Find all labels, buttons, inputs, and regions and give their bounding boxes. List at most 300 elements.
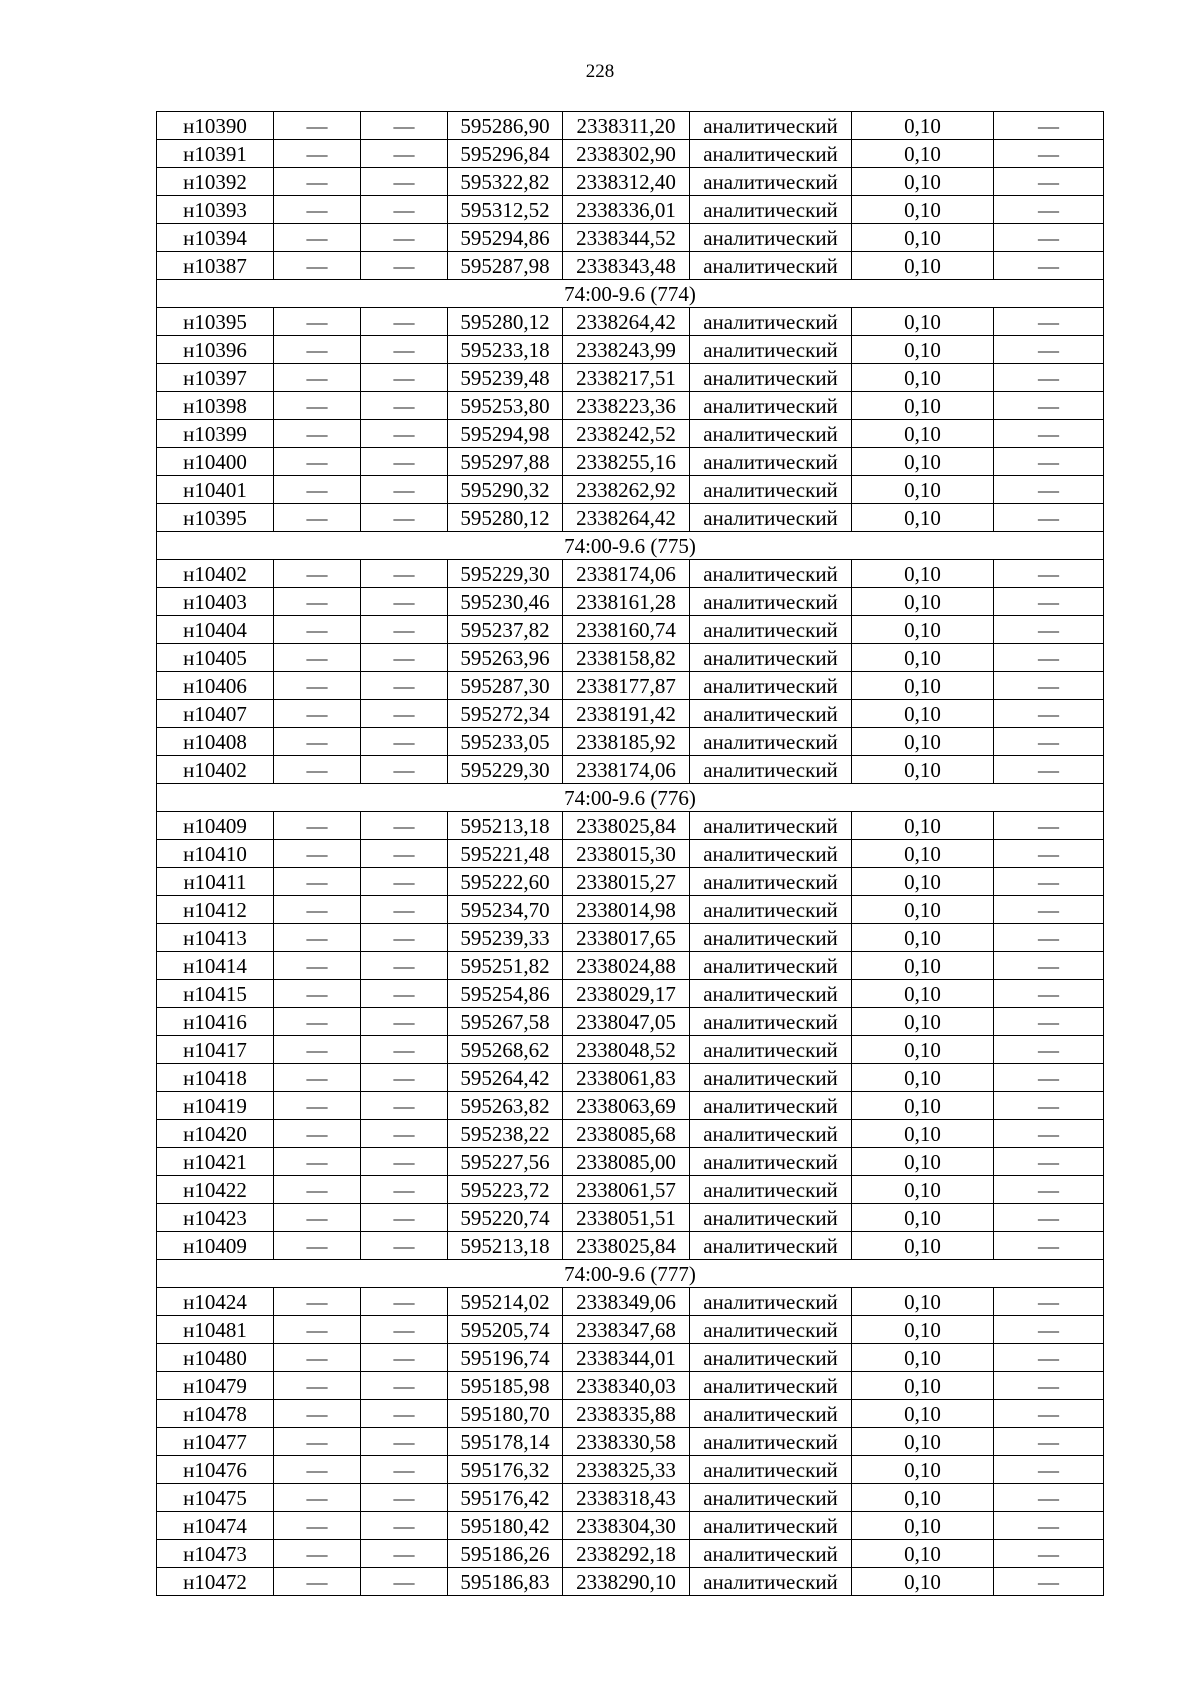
dash-cell-a: — (274, 420, 361, 448)
dash-cell-a: — (274, 700, 361, 728)
table-row (157, 224, 1104, 252)
dash-cell-d: — (994, 196, 1104, 224)
dash-cell-b: — (361, 1316, 448, 1344)
x-coordinate-cell: 595238,22 (448, 1120, 563, 1148)
x-coordinate-cell: 595227,56 (448, 1148, 563, 1176)
x-coordinate-cell: 595233,18 (448, 336, 563, 364)
dash-cell-b: — (361, 420, 448, 448)
accuracy-cell: 0,10 (852, 252, 994, 280)
method-cell: аналитический (690, 1512, 852, 1540)
dash-cell-b: — (361, 924, 448, 952)
dash-cell-b: — (361, 896, 448, 924)
point-id-cell: н10415 (157, 980, 274, 1008)
accuracy-cell: 0,10 (852, 1092, 994, 1120)
accuracy-cell: 0,10 (852, 1064, 994, 1092)
dash-cell-a: — (274, 1344, 361, 1372)
point-id-cell: н10400 (157, 448, 274, 476)
x-coordinate-cell: 595287,98 (448, 252, 563, 280)
y-coordinate-cell: 2338085,68 (563, 1120, 690, 1148)
dash-cell-b: — (361, 224, 448, 252)
point-id-cell: н10420 (157, 1120, 274, 1148)
y-coordinate-cell: 2338177,87 (563, 672, 690, 700)
point-id-cell: н10393 (157, 196, 274, 224)
dash-cell-b: — (361, 364, 448, 392)
y-coordinate-cell: 2338161,28 (563, 588, 690, 616)
x-coordinate-cell: 595263,82 (448, 1092, 563, 1120)
method-cell: аналитический (690, 700, 852, 728)
dash-cell-d: — (994, 728, 1104, 756)
dash-cell-a: — (274, 1092, 361, 1120)
dash-cell-a: — (274, 392, 361, 420)
dash-cell-a: — (274, 140, 361, 168)
section-title: 74:00-9.6 (774) (157, 280, 1104, 308)
y-coordinate-cell: 2338347,68 (563, 1316, 690, 1344)
method-cell: аналитический (690, 1176, 852, 1204)
point-id-cell: н10409 (157, 1232, 274, 1260)
method-cell: аналитический (690, 1540, 852, 1568)
dash-cell-b: — (361, 588, 448, 616)
dash-cell-d: — (994, 588, 1104, 616)
method-cell: аналитический (690, 1232, 852, 1260)
accuracy-cell: 0,10 (852, 700, 994, 728)
dash-cell-d: — (994, 672, 1104, 700)
point-id-cell: н10402 (157, 756, 274, 784)
accuracy-cell: 0,10 (852, 336, 994, 364)
table-row (157, 168, 1104, 196)
accuracy-cell: 0,10 (852, 924, 994, 952)
x-coordinate-cell: 595280,12 (448, 504, 563, 532)
dash-cell-d: — (994, 1288, 1104, 1316)
dash-cell-d: — (994, 448, 1104, 476)
point-id-cell: н10406 (157, 672, 274, 700)
y-coordinate-cell: 2338017,65 (563, 924, 690, 952)
table-row (157, 1344, 1104, 1372)
method-cell: аналитический (690, 1568, 852, 1596)
y-coordinate-cell: 2338242,52 (563, 420, 690, 448)
accuracy-cell: 0,10 (852, 1456, 994, 1484)
dash-cell-b: — (361, 1400, 448, 1428)
method-cell: аналитический (690, 1008, 852, 1036)
table-row (157, 1120, 1104, 1148)
method-cell: аналитический (690, 252, 852, 280)
dash-cell-a: — (274, 448, 361, 476)
x-coordinate-cell: 595322,82 (448, 168, 563, 196)
x-coordinate-cell: 595239,33 (448, 924, 563, 952)
dash-cell-a: — (274, 504, 361, 532)
method-cell: аналитический (690, 924, 852, 952)
table-row (157, 392, 1104, 420)
table-row (157, 1428, 1104, 1456)
dash-cell-a: — (274, 924, 361, 952)
x-coordinate-cell: 595180,70 (448, 1400, 563, 1428)
point-id-cell: н10410 (157, 840, 274, 868)
table-row (157, 924, 1104, 952)
dash-cell-a: — (274, 1456, 361, 1484)
dash-cell-d: — (994, 308, 1104, 336)
dash-cell-d: — (994, 1204, 1104, 1232)
dash-cell-d: — (994, 1008, 1104, 1036)
dash-cell-b: — (361, 1288, 448, 1316)
dash-cell-d: — (994, 812, 1104, 840)
dash-cell-a: — (274, 1484, 361, 1512)
dash-cell-a: — (274, 476, 361, 504)
x-coordinate-cell: 595220,74 (448, 1204, 563, 1232)
method-cell: аналитический (690, 1344, 852, 1372)
dash-cell-b: — (361, 1540, 448, 1568)
method-cell: аналитический (690, 476, 852, 504)
accuracy-cell: 0,10 (852, 1344, 994, 1372)
dash-cell-d: — (994, 392, 1104, 420)
dash-cell-a: — (274, 112, 361, 140)
x-coordinate-cell: 595233,05 (448, 728, 563, 756)
table-row (157, 252, 1104, 280)
table-row (157, 588, 1104, 616)
method-cell: аналитический (690, 504, 852, 532)
dash-cell-d: — (994, 476, 1104, 504)
accuracy-cell: 0,10 (852, 560, 994, 588)
point-id-cell: н10481 (157, 1316, 274, 1344)
table-row (157, 140, 1104, 168)
x-coordinate-cell: 595176,32 (448, 1456, 563, 1484)
dash-cell-a: — (274, 1204, 361, 1232)
table-row (157, 504, 1104, 532)
table-row (157, 700, 1104, 728)
section-header-row (157, 784, 1104, 812)
dash-cell-d: — (994, 616, 1104, 644)
x-coordinate-cell: 595254,86 (448, 980, 563, 1008)
method-cell: аналитический (690, 952, 852, 980)
dash-cell-d: — (994, 700, 1104, 728)
x-coordinate-cell: 595237,82 (448, 616, 563, 644)
point-id-cell: н10408 (157, 728, 274, 756)
x-coordinate-cell: 595267,58 (448, 1008, 563, 1036)
table-row (157, 644, 1104, 672)
dash-cell-a: — (274, 588, 361, 616)
method-cell: аналитический (690, 1428, 852, 1456)
x-coordinate-cell: 595312,52 (448, 196, 563, 224)
y-coordinate-cell: 2338047,05 (563, 1008, 690, 1036)
dash-cell-a: — (274, 1120, 361, 1148)
accuracy-cell: 0,10 (852, 1316, 994, 1344)
section-title: 74:00-9.6 (776) (157, 784, 1104, 812)
y-coordinate-cell: 2338336,01 (563, 196, 690, 224)
y-coordinate-cell: 2338025,84 (563, 1232, 690, 1260)
y-coordinate-cell: 2338311,20 (563, 112, 690, 140)
x-coordinate-cell: 595229,30 (448, 560, 563, 588)
dash-cell-d: — (994, 1036, 1104, 1064)
y-coordinate-cell: 2338191,42 (563, 700, 690, 728)
table-row (157, 1512, 1104, 1540)
accuracy-cell: 0,10 (852, 1176, 994, 1204)
accuracy-cell: 0,10 (852, 364, 994, 392)
dash-cell-b: — (361, 812, 448, 840)
dash-cell-a: — (274, 308, 361, 336)
dash-cell-d: — (994, 252, 1104, 280)
x-coordinate-cell: 595221,48 (448, 840, 563, 868)
dash-cell-b: — (361, 448, 448, 476)
dash-cell-a: — (274, 1540, 361, 1568)
dash-cell-b: — (361, 700, 448, 728)
point-id-cell: н10416 (157, 1008, 274, 1036)
accuracy-cell: 0,10 (852, 1232, 994, 1260)
x-coordinate-cell: 595251,82 (448, 952, 563, 980)
point-id-cell: н10474 (157, 1512, 274, 1540)
dash-cell-b: — (361, 168, 448, 196)
point-id-cell: н10390 (157, 112, 274, 140)
dash-cell-a: — (274, 728, 361, 756)
accuracy-cell: 0,10 (852, 812, 994, 840)
dash-cell-a: — (274, 756, 361, 784)
accuracy-cell: 0,10 (852, 1512, 994, 1540)
point-id-cell: н10479 (157, 1372, 274, 1400)
dash-cell-d: — (994, 420, 1104, 448)
method-cell: аналитический (690, 140, 852, 168)
dash-cell-d: — (994, 1484, 1104, 1512)
y-coordinate-cell: 2338160,74 (563, 616, 690, 644)
y-coordinate-cell: 2338290,10 (563, 1568, 690, 1596)
dash-cell-b: — (361, 672, 448, 700)
dash-cell-a: — (274, 980, 361, 1008)
y-coordinate-cell: 2338051,51 (563, 1204, 690, 1232)
dash-cell-a: — (274, 224, 361, 252)
dash-cell-d: — (994, 1344, 1104, 1372)
y-coordinate-cell: 2338304,30 (563, 1512, 690, 1540)
dash-cell-a: — (274, 1568, 361, 1596)
dash-cell-d: — (994, 560, 1104, 588)
point-id-cell: н10423 (157, 1204, 274, 1232)
x-coordinate-cell: 595253,80 (448, 392, 563, 420)
dash-cell-b: — (361, 756, 448, 784)
point-id-cell: н10391 (157, 140, 274, 168)
accuracy-cell: 0,10 (852, 1372, 994, 1400)
x-coordinate-cell: 595186,83 (448, 1568, 563, 1596)
y-coordinate-cell: 2338292,18 (563, 1540, 690, 1568)
table-row (157, 672, 1104, 700)
x-coordinate-cell: 595186,26 (448, 1540, 563, 1568)
point-id-cell: н10477 (157, 1428, 274, 1456)
table-row (157, 616, 1104, 644)
accuracy-cell: 0,10 (852, 1148, 994, 1176)
dash-cell-d: — (994, 1512, 1104, 1540)
x-coordinate-cell: 595176,42 (448, 1484, 563, 1512)
y-coordinate-cell: 2338085,00 (563, 1148, 690, 1176)
table-row (157, 1204, 1104, 1232)
table-row (157, 1400, 1104, 1428)
dash-cell-a: — (274, 952, 361, 980)
dash-cell-d: — (994, 644, 1104, 672)
accuracy-cell: 0,10 (852, 868, 994, 896)
table-row (157, 112, 1104, 140)
x-coordinate-cell: 595272,34 (448, 700, 563, 728)
point-id-cell: н10421 (157, 1148, 274, 1176)
dash-cell-d: — (994, 1568, 1104, 1596)
dash-cell-d: — (994, 896, 1104, 924)
table-row (157, 420, 1104, 448)
point-id-cell: н10398 (157, 392, 274, 420)
dash-cell-a: — (274, 1372, 361, 1400)
x-coordinate-cell: 595213,18 (448, 1232, 563, 1260)
x-coordinate-cell: 595290,32 (448, 476, 563, 504)
dash-cell-d: — (994, 868, 1104, 896)
table-row (157, 1540, 1104, 1568)
accuracy-cell: 0,10 (852, 840, 994, 868)
y-coordinate-cell: 2338340,03 (563, 1372, 690, 1400)
y-coordinate-cell: 2338335,88 (563, 1400, 690, 1428)
accuracy-cell: 0,10 (852, 1008, 994, 1036)
method-cell: аналитический (690, 308, 852, 336)
dash-cell-b: — (361, 1148, 448, 1176)
dash-cell-b: — (361, 1092, 448, 1120)
dash-cell-b: — (361, 1428, 448, 1456)
method-cell: аналитический (690, 616, 852, 644)
dash-cell-b: — (361, 868, 448, 896)
table-row (157, 756, 1104, 784)
method-cell: аналитический (690, 196, 852, 224)
table-row (157, 1008, 1104, 1036)
dash-cell-b: — (361, 504, 448, 532)
x-coordinate-cell: 595205,74 (448, 1316, 563, 1344)
y-coordinate-cell: 2338223,36 (563, 392, 690, 420)
accuracy-cell: 0,10 (852, 1428, 994, 1456)
table-row (157, 896, 1104, 924)
method-cell: аналитический (690, 644, 852, 672)
table-row (157, 868, 1104, 896)
point-id-cell: н10417 (157, 1036, 274, 1064)
method-cell: аналитический (690, 560, 852, 588)
dash-cell-d: — (994, 840, 1104, 868)
point-id-cell: н10396 (157, 336, 274, 364)
dash-cell-b: — (361, 980, 448, 1008)
dash-cell-b: — (361, 196, 448, 224)
point-id-cell: н10409 (157, 812, 274, 840)
accuracy-cell: 0,10 (852, 112, 994, 140)
point-id-cell: н10478 (157, 1400, 274, 1428)
y-coordinate-cell: 2338312,40 (563, 168, 690, 196)
dash-cell-d: — (994, 168, 1104, 196)
dash-cell-d: — (994, 1092, 1104, 1120)
accuracy-cell: 0,10 (852, 1400, 994, 1428)
dash-cell-b: — (361, 1512, 448, 1540)
dash-cell-a: — (274, 1316, 361, 1344)
dash-cell-a: — (274, 672, 361, 700)
dash-cell-a: — (274, 1288, 361, 1316)
table-row (157, 952, 1104, 980)
table-row (157, 1064, 1104, 1092)
point-id-cell: н10395 (157, 504, 274, 532)
x-coordinate-cell: 595230,46 (448, 588, 563, 616)
point-id-cell: н10407 (157, 700, 274, 728)
dash-cell-d: — (994, 952, 1104, 980)
dash-cell-d: — (994, 140, 1104, 168)
dash-cell-d: — (994, 364, 1104, 392)
method-cell: аналитический (690, 448, 852, 476)
dash-cell-b: — (361, 252, 448, 280)
y-coordinate-cell: 2338015,30 (563, 840, 690, 868)
point-id-cell: н10480 (157, 1344, 274, 1372)
table-row (157, 980, 1104, 1008)
dash-cell-a: — (274, 1064, 361, 1092)
point-id-cell: н10412 (157, 896, 274, 924)
x-coordinate-cell: 595213,18 (448, 812, 563, 840)
x-coordinate-cell: 595229,30 (448, 756, 563, 784)
y-coordinate-cell: 2338024,88 (563, 952, 690, 980)
accuracy-cell: 0,10 (852, 980, 994, 1008)
dash-cell-a: — (274, 868, 361, 896)
dash-cell-a: — (274, 196, 361, 224)
y-coordinate-cell: 2338174,06 (563, 756, 690, 784)
dash-cell-d: — (994, 1428, 1104, 1456)
method-cell: аналитический (690, 868, 852, 896)
method-cell: аналитический (690, 392, 852, 420)
method-cell: аналитический (690, 980, 852, 1008)
method-cell: аналитический (690, 1372, 852, 1400)
point-id-cell: н10424 (157, 1288, 274, 1316)
dash-cell-a: — (274, 812, 361, 840)
dash-cell-b: — (361, 392, 448, 420)
x-coordinate-cell: 595294,98 (448, 420, 563, 448)
y-coordinate-cell: 2338185,92 (563, 728, 690, 756)
dash-cell-b: — (361, 336, 448, 364)
dash-cell-d: — (994, 224, 1104, 252)
accuracy-cell: 0,10 (852, 616, 994, 644)
section-header-row (157, 1260, 1104, 1288)
accuracy-cell: 0,10 (852, 644, 994, 672)
point-id-cell: н10413 (157, 924, 274, 952)
point-id-cell: н10401 (157, 476, 274, 504)
y-coordinate-cell: 2338015,27 (563, 868, 690, 896)
accuracy-cell: 0,10 (852, 756, 994, 784)
table-row (157, 196, 1104, 224)
y-coordinate-cell: 2338029,17 (563, 980, 690, 1008)
accuracy-cell: 0,10 (852, 896, 994, 924)
table-row (157, 364, 1104, 392)
point-id-cell: н10419 (157, 1092, 274, 1120)
method-cell: аналитический (690, 672, 852, 700)
point-id-cell: н10397 (157, 364, 274, 392)
dash-cell-a: — (274, 336, 361, 364)
method-cell: аналитический (690, 588, 852, 616)
method-cell: аналитический (690, 812, 852, 840)
accuracy-cell: 0,10 (852, 588, 994, 616)
point-id-cell: н10387 (157, 252, 274, 280)
y-coordinate-cell: 2338217,51 (563, 364, 690, 392)
accuracy-cell: 0,10 (852, 672, 994, 700)
x-coordinate-cell: 595268,62 (448, 1036, 563, 1064)
dash-cell-b: — (361, 560, 448, 588)
dash-cell-b: — (361, 1484, 448, 1512)
table-row (157, 560, 1104, 588)
method-cell: аналитический (690, 1400, 852, 1428)
dash-cell-d: — (994, 1316, 1104, 1344)
dash-cell-d: — (994, 336, 1104, 364)
point-id-cell: н10402 (157, 560, 274, 588)
y-coordinate-cell: 2338063,69 (563, 1092, 690, 1120)
y-coordinate-cell: 2338344,01 (563, 1344, 690, 1372)
accuracy-cell: 0,10 (852, 952, 994, 980)
accuracy-cell: 0,10 (852, 1204, 994, 1232)
x-coordinate-cell: 595234,70 (448, 896, 563, 924)
point-id-cell: н10394 (157, 224, 274, 252)
dash-cell-d: — (994, 112, 1104, 140)
dash-cell-a: — (274, 252, 361, 280)
method-cell: аналитический (690, 1288, 852, 1316)
x-coordinate-cell: 595296,84 (448, 140, 563, 168)
table-row (157, 336, 1104, 364)
accuracy-cell: 0,10 (852, 196, 994, 224)
dash-cell-a: — (274, 1400, 361, 1428)
dash-cell-b: — (361, 1568, 448, 1596)
method-cell: аналитический (690, 1456, 852, 1484)
